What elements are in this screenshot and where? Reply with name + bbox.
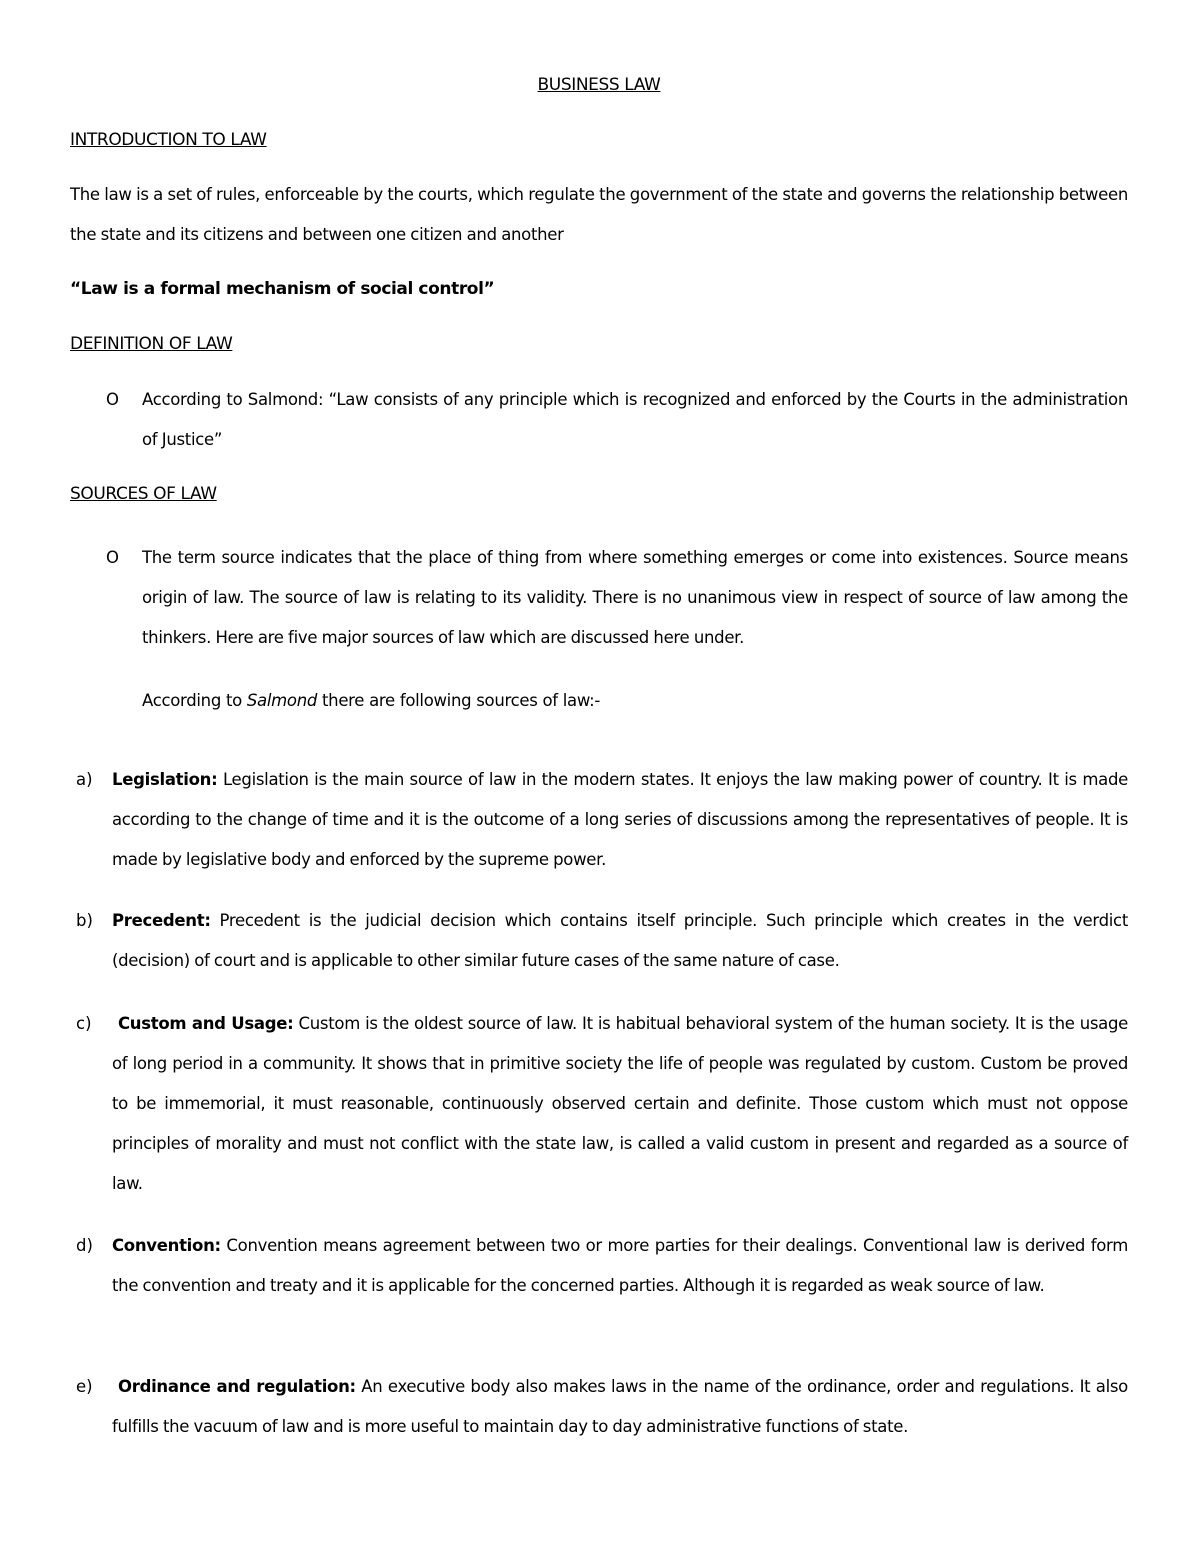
salmond-name: Salmond — [246, 691, 318, 710]
list-item-term: Convention: — [112, 1236, 221, 1255]
list-marker: e) — [76, 1377, 93, 1396]
list-marker: c) — [76, 1014, 92, 1033]
list-item-text — [112, 1367, 1128, 1447]
list-item-term: Legislation: — [112, 770, 218, 789]
list-item-body: Convention means agreement between two or more parties for their dealings. Conventional law is derived form the convention and treaty and it is applicable for the concerned parties. Although it is regarded as weak source of law. — [112, 1236, 1128, 1295]
list-item-body: An executive body also makes laws in the name of the ordinance, order and regulations. It also fulfills the vacuum of law and is more useful to maintain day to day administrative functions of state. — [112, 1377, 1128, 1436]
document-title: BUSINESS LAW — [537, 75, 661, 95]
bullet-symbol: O — [106, 548, 119, 567]
list-item-term: Custom and Usage: — [118, 1014, 294, 1033]
list-item-term: Precedent: — [112, 911, 211, 930]
sources-text: The term source indicates that the place of thing from where something emerges or come into existences. Source means origin of law. The source of law is relating to its validity. There is no unanimous view in respect of source of law among the thinkers. Here are five major sources of law which are discussed here under. — [142, 548, 1128, 647]
list-item-body: Custom is the oldest source of law. It is habitual behavioral system of the human society. It is the usage of long period in a community. It shows that in primitive society the life of people was regulated by custom. Custom be proved to be immemorial, it must reasonable, continuously observed certain and definite. Those custom which must not oppose principles of morality and must not conflict with the state law, is called a valid custom in present and regarded as a source of law. — [112, 1014, 1128, 1193]
list-marker: b) — [76, 911, 93, 930]
sources-heading: SOURCES OF LAW — [70, 484, 217, 504]
definition-heading: DEFINITION OF LAW — [70, 334, 233, 354]
intro-heading: INTRODUCTION TO LAW — [70, 130, 267, 150]
list-item-text — [112, 760, 1128, 880]
definition-text: According to Salmond: “Law consists of any principle which is recognized and enforced by the Courts in the administration of Justice” — [142, 390, 1128, 449]
salmond-suffix: there are following sources of law:- — [317, 691, 601, 710]
list-marker: d) — [76, 1236, 93, 1255]
list-item-text — [112, 901, 1128, 981]
salmond-prefix: According to — [142, 691, 247, 710]
bullet-symbol: O — [106, 390, 119, 409]
list-item-body: Legislation is the main source of law in the modern states. It enjoys the law making power of country. It is made according to the change of time and it is the outcome of a long series of discussions among the representatives of people. It is made by legislative body and enforced by the supreme power. — [112, 770, 1128, 869]
salmond-sources-line — [142, 681, 600, 721]
list-item-term: Ordinance and regulation: — [118, 1377, 356, 1396]
list-item-body: Precedent is the judicial decision which contains itself principle. Such principle which creates in the verdict (decision) of court and is applicable to other similar future cases of the same nature of case. — [112, 911, 1128, 970]
list-item-text — [112, 1004, 1128, 1204]
list-item-text — [112, 1226, 1128, 1306]
document-page — [70, 0, 1128, 1553]
intro-paragraph: The law is a set of rules, enforceable by the courts, which regulate the government of the state and governs the relationship between the state and its citizens and between one citizen and another — [70, 185, 1128, 244]
list-marker: a) — [76, 770, 93, 789]
intro-quote: “Law is a formal mechanism of social control” — [70, 279, 495, 299]
